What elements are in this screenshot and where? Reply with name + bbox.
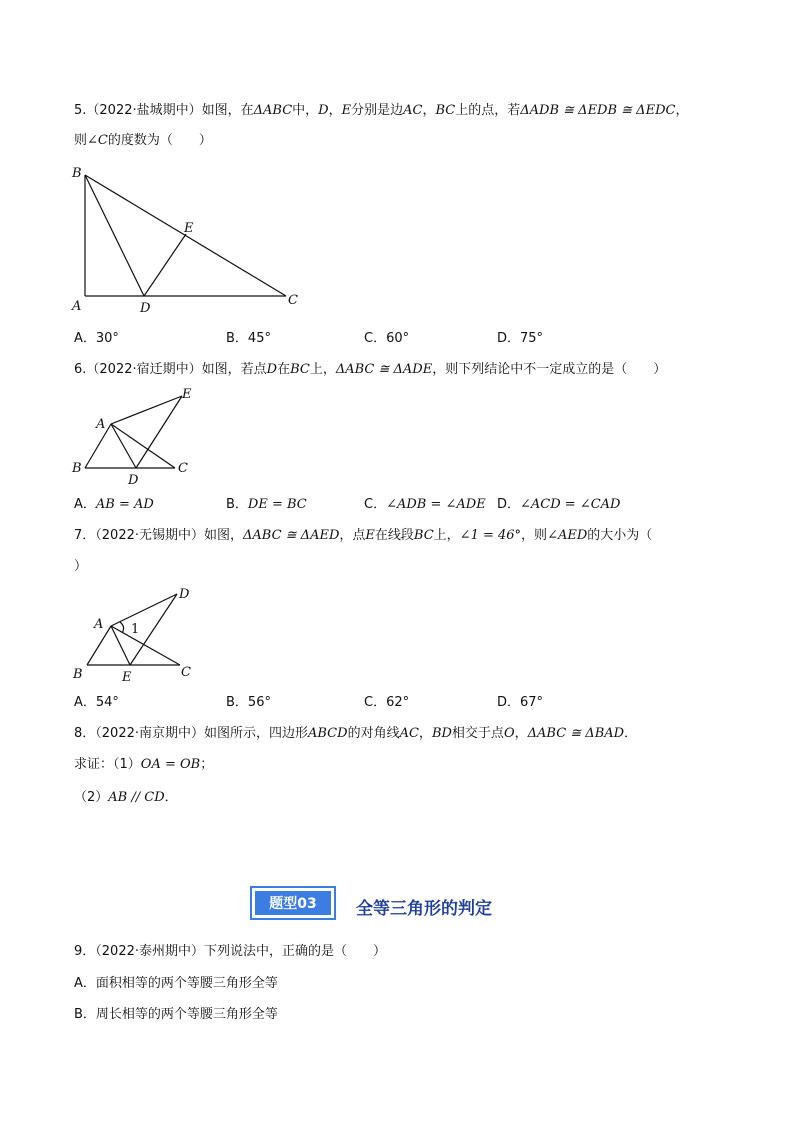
q9-stem: 9．（2022·泰州期中）下列说法中，正确的是（ ） (74, 944, 386, 959)
q7-figure (60, 584, 220, 688)
q5-option-a: A．30° (74, 331, 119, 346)
q5-option-b: B．45° (226, 331, 271, 346)
q8-proof-2: （2）AB // CD． (74, 790, 178, 805)
q7-stem-line2: ） (74, 559, 88, 574)
q7-label-e: E (122, 670, 132, 685)
q6-option-d: D．∠ACD = ∠CAD (497, 497, 621, 512)
q7-option-b: B．56° (226, 695, 271, 710)
q9-option-a: A．面积相等的两个等腰三角形全等 (74, 976, 278, 991)
q5-label-e: E (184, 221, 194, 236)
q5-option-c: C．60° (364, 331, 410, 346)
q8-stem-line1: 8．（2022·南京期中）如图所示，四边形ABCD的对角线AC，BD相交于点O，ΔABC ≅ ΔBAD． (74, 726, 638, 741)
q6-option-c: C．∠ADB = ∠ADE (364, 497, 486, 512)
q6-label-a: A (96, 417, 106, 432)
section-title: 全等三角形的判定 (356, 899, 492, 919)
q6-option-b: B．DE = BC (226, 497, 307, 512)
q6-label-c: C (178, 461, 188, 476)
q7-label-b: B (73, 667, 83, 682)
q6-segment-ad (111, 424, 136, 468)
q7-label-a: A (94, 617, 104, 632)
q7-label-one: 1 (131, 622, 140, 637)
q6-segment-ae (111, 396, 182, 424)
q7-segment-ac (111, 626, 180, 665)
q7-option-d: D．67° (497, 695, 544, 710)
q5-label-b: B (72, 166, 82, 181)
q6-label-e: E (182, 387, 192, 402)
q7-label-d: D (179, 587, 190, 602)
q5-segment-de (144, 234, 186, 296)
q9-option-b: B．周长相等的两个等腰三角形全等 (74, 1007, 278, 1022)
q5-figure (60, 160, 320, 320)
q7-option-a: A．54° (74, 695, 119, 710)
q5-stem-line2: 则∠C的度数为（ ） (74, 133, 212, 148)
q5-label-a: A (72, 299, 82, 314)
section-badge-label: 题型03 (255, 891, 331, 915)
q5-option-d: D．75° (497, 331, 544, 346)
q6-figure (60, 386, 220, 490)
q6-label-d: D (128, 473, 139, 488)
q7-stem-line1: 7．（2022·无锡期中）如图，ΔABC ≅ ΔAED，点E在线段BC上，∠1 = 46°，则∠AED的大小为（ (74, 528, 653, 543)
q6-segment-ac (111, 424, 175, 468)
q5-stem-line1: 5.（2022·盐城期中）如图，在ΔABC中，D，E分别是边AC，BC上的点，若ΔADB ≅ ΔEDB ≅ ΔEDC， (74, 103, 689, 118)
q6-stem: 6.（2022·宿迁期中）如图，若点D在BC上，ΔABC ≅ ΔADE，则下列结论中不一定成立的是（ ） (74, 362, 667, 377)
q8-proof-1: 求证：（1）OA = OB； (74, 757, 214, 772)
q5-label-d: D (140, 301, 151, 316)
q6-label-b: B (72, 461, 82, 476)
q5-label-c: C (288, 293, 298, 308)
q7-option-c: C．62° (364, 695, 410, 710)
section-badge (250, 886, 336, 920)
q7-label-c: C (181, 665, 191, 680)
q6-option-a: A．AB = AD (74, 497, 154, 512)
